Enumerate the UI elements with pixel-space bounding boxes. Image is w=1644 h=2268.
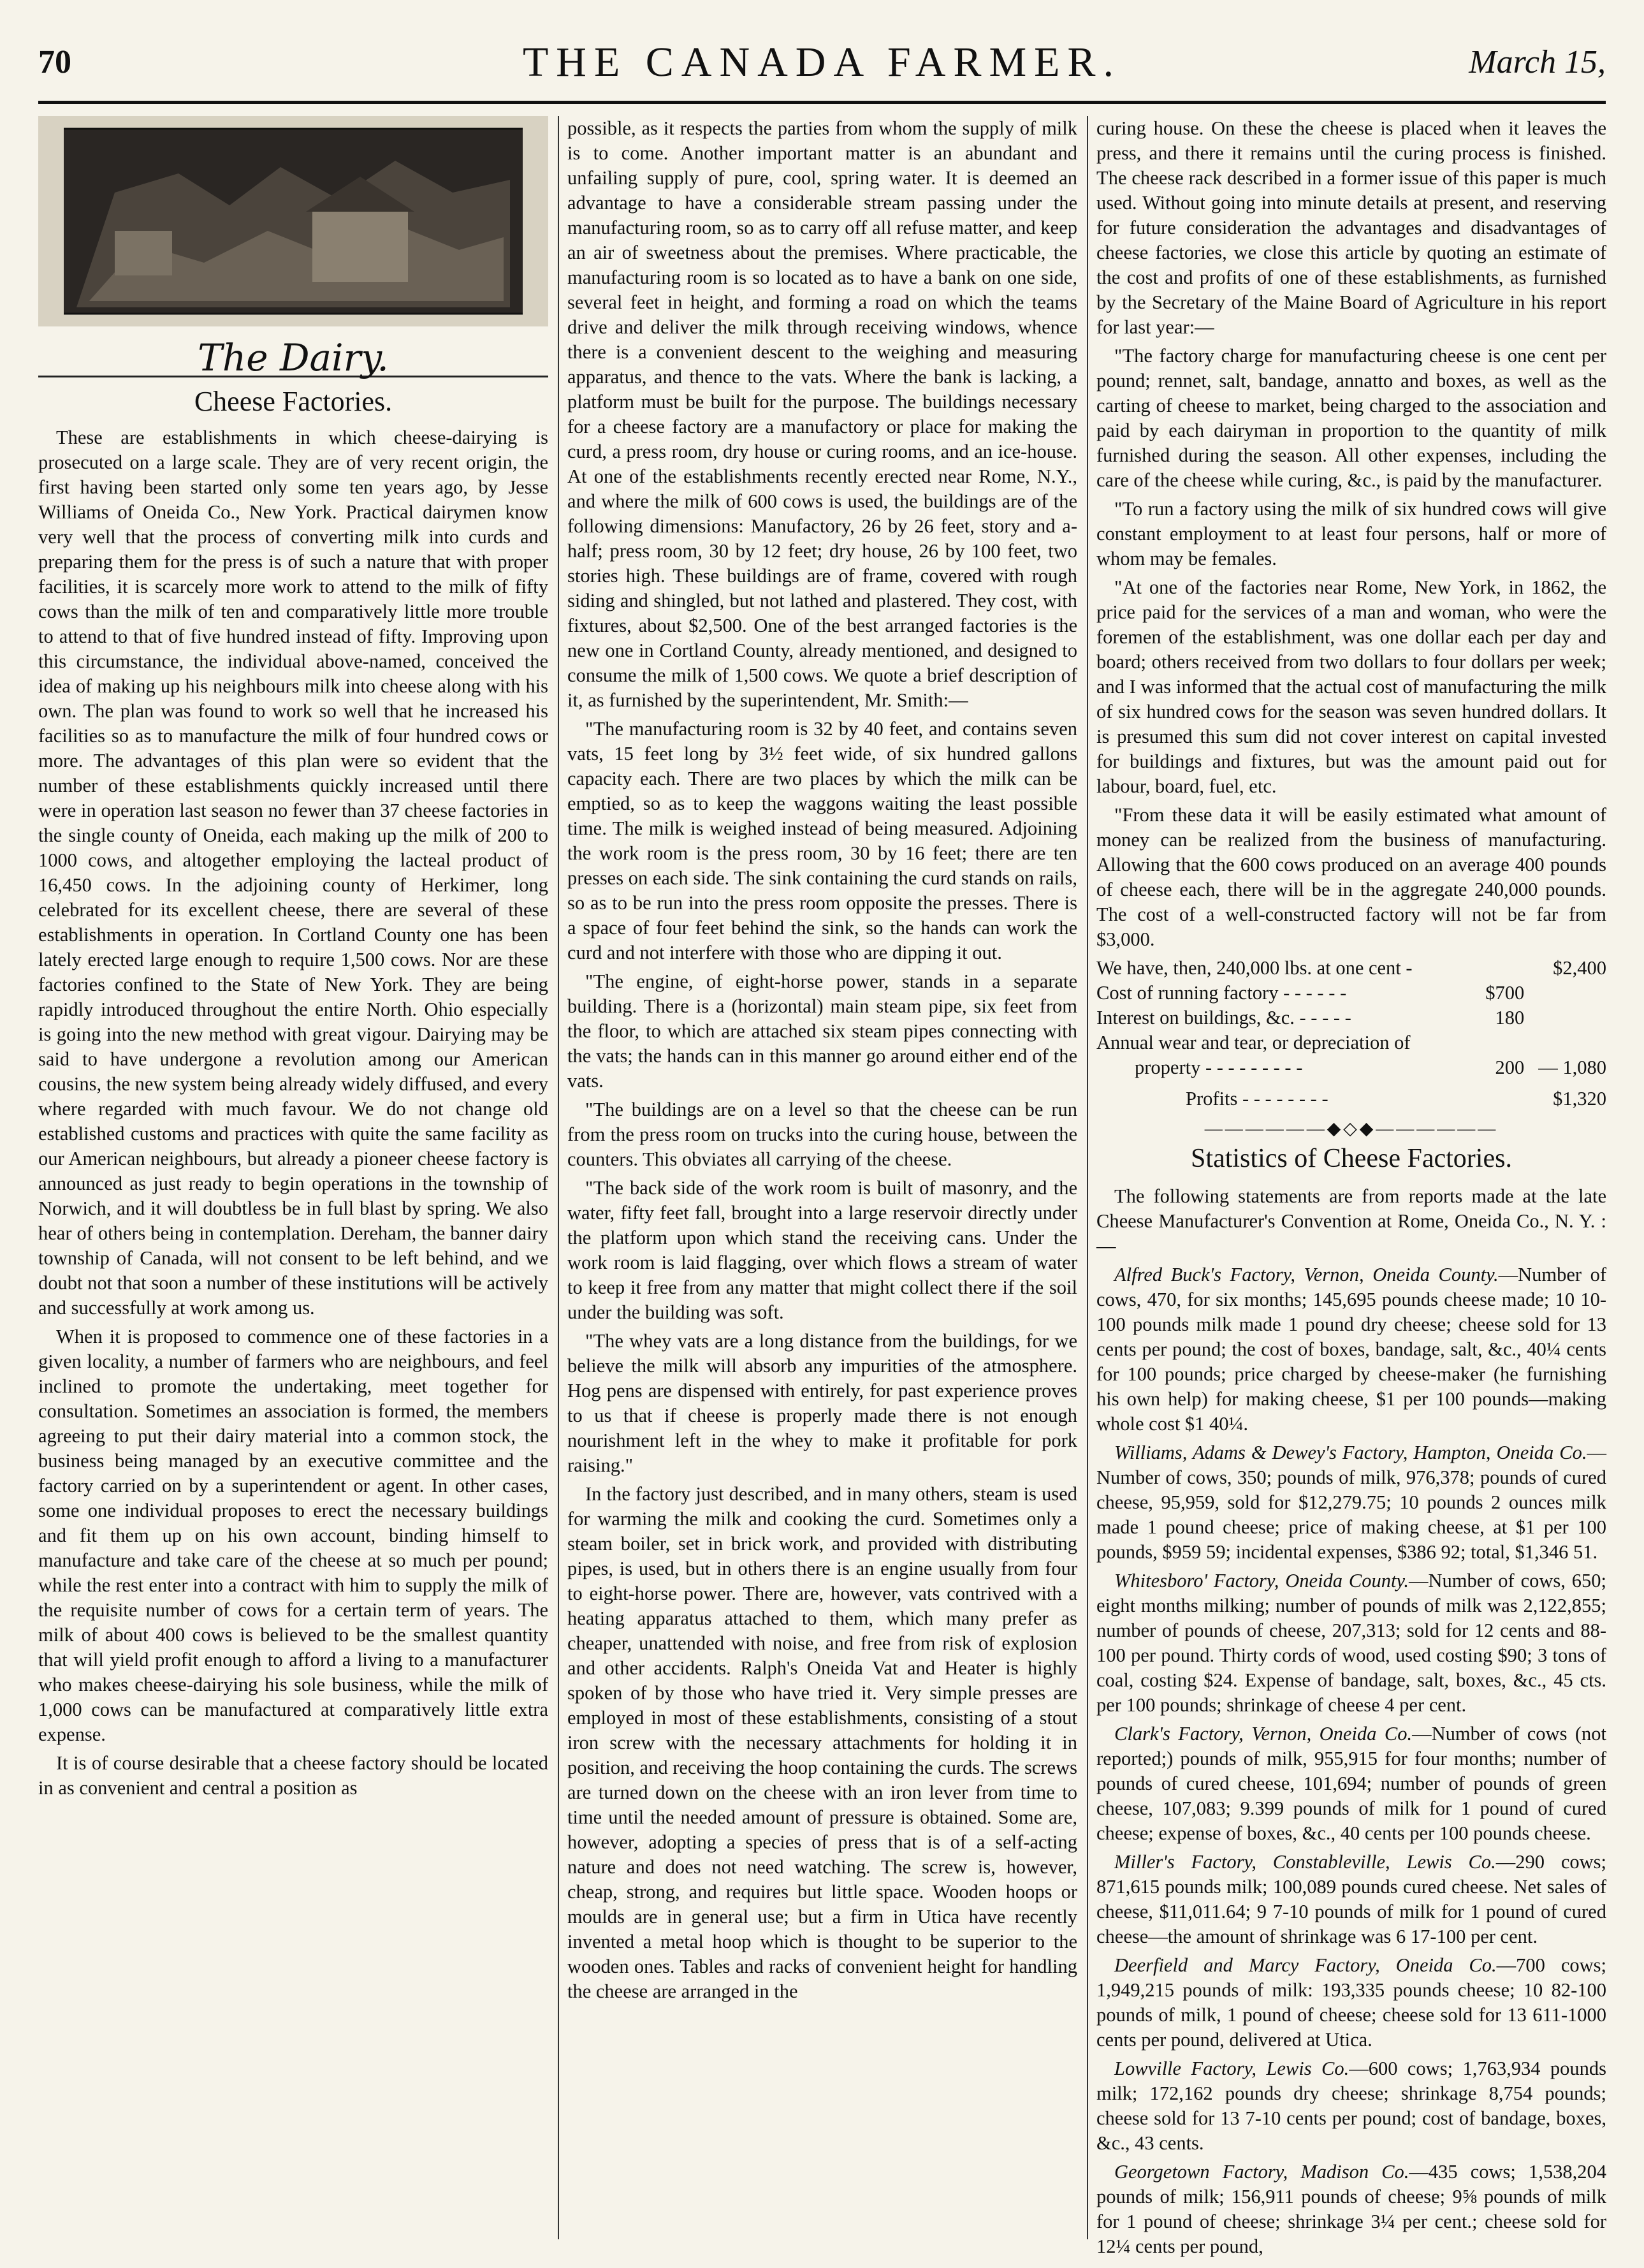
account-row — [1096, 1055, 1606, 1080]
factory-name: Miller's Factory, Constableville, Lewis Co. — [1114, 1851, 1496, 1873]
article-paragraph: It is of course desirable that a cheese factory should be located in as convenient and central a position as — [38, 1752, 548, 1799]
factory-name: Deerfield and Marcy Factory, Oneida Co. — [1114, 1954, 1497, 1976]
factory-entry — [1096, 1440, 1606, 1565]
account-amount: $700 — [1485, 982, 1525, 1004]
article-paragraph: In the factory just described, and in many others, steam is used for warming the milk and cooking the curd. Sometimes only a steam boiler, set in brick work, and provided with distributing pipes, is used, but in others there is an engine usually from four to eight-horse power. There are, however, vats contrived with a heating apparatus attached to them, which many prefer as cheaper, unattended with noise, and free from risk of explosion and other accidents. Ralph's Oneida Vat and Heater is highly spoken of by those who have tried it. Very simple presses are employed in most of these establishments, consisting of a stout iron screw with the necessary attachments for holding it in position, and receiving the hoop containing the curds. The screws are turned down on the cheese with an iron lever from time to time until the needed amount of pressure is obtained. Some are, however, adopting a species of press that is of a self-acting nature and does not need watching. The screw is, however, cheap, strong, and requires but little space. Wooden hoops or moulds are in general use; but a firm in Utica have recently invented a metal hoop which is thought to be superior to the wooden ones. Tables and racks of convenient height for handling the cheese are arranged in the — [567, 1483, 1077, 2002]
account-amount: 180 — [1495, 1007, 1525, 1028]
account-label: We have, then, 240,000 lbs. at one cent - — [1096, 957, 1413, 979]
account-label: Profits - - - - - - - - — [1186, 1088, 1328, 1109]
article-paragraph: "From these data it will be easily estimated what amount of money can be realized from the business of manufacturing. Allowing that the 600 cows produced on an average 400 pounds of cheese each, there will be in the aggregate 240,000 pounds. The cost of a well-constructed factory will not be far from $3,000. — [1096, 804, 1606, 950]
quote-paragraph: "The back side of the work room is built of masonry, and the water, fifty feet fall, brought into a large reservoir directly under the platform upon which stand the receiving cans. Under the work room is laid flagging, over which flows a stream of water to keep it free from any matter that might collect there if the soil under the building was soft. — [567, 1177, 1077, 1323]
article-paragraph: curing house. On these the cheese is placed when it leaves the press, and there it remains until the curing process is finished. The cheese rack described in a former issue of this paper is much used. Without going into minute details at present, and reserving for future consideration the advantages and disadvantages of cheese factories, we close this article by quoting an estimate of the cost and profits of one of these establishments, as furnished by the Secretary of the Maine Board of Agriculture in his report for last year:— — [1096, 117, 1606, 338]
quote-paragraph: "The buildings are on a level so that the cheese can be run from the press room on trucks into the curing house, between the counters. This obviates all carrying of the cheese. — [567, 1099, 1077, 1170]
factory-details: —600 cows; 1,763,934 pounds milk; 172,162 pounds dry cheese; shrinkage 8,754 pounds; cheese sold for 13 7-10 cents per pound; cost of bandage, boxes, &c., 43 cents. — [1096, 2058, 1607, 2154]
article-paragraph: "The factory charge for manufacturing cheese is one cent per pound; rennet, salt, bandage, annatto and boxes, as well as the carting of cheese to market, being charged to the association and paid by each dairyman in proportion to the quantity of milk furnished during the season. All other expenses, including the care of the cheese while curing, &c., is paid by the manufacturer. — [1096, 345, 1606, 491]
factory-entry — [1096, 1722, 1606, 1846]
factory-entry — [1096, 1953, 1606, 2052]
page-header — [38, 38, 1606, 102]
account-label: Cost of running factory - - - - - - — [1096, 982, 1347, 1004]
account-total: $2,400 — [1553, 957, 1606, 979]
column-1 — [38, 116, 548, 2239]
factory-entry — [1096, 2056, 1606, 2156]
quote-paragraph: "The whey vats are a long distance from the buildings, for we believe the milk will absorb any impurities of the atmosphere. Hog pens are dispensed with entirely, for past experience proves to us that if cheese is properly made there is not enough nourishment left in the whey to make it profitable for pork raising." — [567, 1330, 1077, 1476]
account-row — [1096, 956, 1606, 981]
factory-name: Lowville Factory, Lewis Co. — [1114, 2058, 1349, 2079]
article-paragraph: These are establishments in which cheese-dairying is prosecuted on a large scale. They are of very recent origin, the first having been started only some ten years ago, by Jesse Williams of Oneida Co., New York. Practical dairymen know very well that the process of converting milk into curds and preparing them for the press is of such a nature that with proper facilities, it is scarcely more work to attend to the milk of fifty cows than the milk of ten and comparatively little more trouble to attend to that of five hundred instead of fifty. Improving upon this circumstance, the individual above-named, conceived the idea of making up his neighbours milk into cheese along with his own. The plan was found to work so well that he increased his facilities so as to manufacture the milk of four hundred cows or more. The advantages of this plan were so evident that the number of these establishments quickly increased until there were in operation last season no fewer than 37 cheese factories in the single county of Oneida, each making up the milk of 200 to 1000 cows, and altogether employing the lacteal product of 16,450 cows. In the adjoining county of Herkimer, long celebrated for its excellent cheese, there are several of these establishments in operation. In Cortland County one has been lately erected large enough to require 1,500 cows. Nor are these factories confined to the State of New York. They are being rapidly introduced throughout the entire North. Ohio especially is going into the new method with great vigour. Dairying may be said to have undergone a revolution among our American cousins, the new system being already widely diffused, and every where regarded with much favour. We do not change old established customs and practices with quite the same facility as our American neighbours, but already a pioneer cheese factory is announced as just ready to begin operations in the township of Norwich, and it will doubtless be in full blast by spring. We also hear of others being in contemplation. Dereham, the banner dairy township of Canada, will not consent to be left behind, and we doubt not that soon a number of these institutions will be actively and successfully at work among us. — [38, 427, 548, 1319]
factory-name: Williams, Adams & Dewey's Factory, Hampton, Oneida Co. — [1114, 1442, 1587, 1463]
article-paragraph: "To run a factory using the milk of six hundred cows will give constant employment to at least four persons, half or more of whom may be females. — [1096, 498, 1606, 569]
account-row — [1096, 1030, 1606, 1055]
account-row — [1096, 1080, 1606, 1111]
account-row — [1096, 1006, 1606, 1030]
factory-entry — [1096, 1262, 1606, 1437]
article-paragraph: possible, as it respects the parties from whom the supply of milk is to come. Another important matter is an abundant and unfailing supply of pure, cool, spring water. It is deemed an advantage to have a considerable stream passing under the manufacturing room, so as to carry off all refuse matter, and keep an air of sweetness about the premises. Where practicable, the manufacturing room is so located as to have a bank on one side, several feet in height, and forming a road on which the teams drive and deliver the milk through receiving windows, whence there is a convenient descent to the weighing and measuring apparatus, and thence to the vats. Where the bank is lacking, a platform must be built for the purpose. The buildings necessary for a cheese factory are a manufactory or place for making the curd, a press room, dry house or curing rooms, and an ice-house. At one of the establishments recently erected near Rome, N.Y., and where the milk of 600 cows is used, the buildings are of the following dimensions: Manufactory, 26 by 26 feet, story and a-half; press room, 30 by 12 feet; dry house, 26 by 100 feet, two stories high. These buildings are of frame, covered with rough siding and shingled, but not lathed and plastered. They cost, with fixtures, about $2,500. One of the best arranged factories is the new one in Cortland County, already mentioned, and designed to consume the milk of 1,500 cows. We quote a brief description of it, as furnished by the superintendent, Mr. Smith:— — [567, 117, 1077, 711]
article-title: Cheese Factories. — [194, 386, 393, 417]
column-rule-1 — [558, 116, 559, 2239]
column-3 — [1096, 116, 1607, 2257]
account-row — [1096, 981, 1606, 1006]
account-total: $1,320 — [1553, 1088, 1606, 1109]
stats-intro: The following statements are from reports made at the late Cheese Manufacturer's Convention at Rome, Oneida Co., N. Y. :— — [1096, 1185, 1606, 1257]
factory-name: Georgetown Factory, Madison Co. — [1114, 2161, 1409, 2183]
account-label: Interest on buildings, &c. - - - - - — [1096, 1007, 1351, 1028]
account-total: — 1,080 — [1538, 1057, 1606, 1078]
factory-details: —700 cows; 1,949,215 pounds of milk: 193,335 pounds cheese; 10 82-100 pounds of milk, 1 pound of cheese; cheese sold for 13 611-1000 cents per pound, delivered at Utica. — [1096, 1954, 1606, 2051]
factory-name: Alfred Buck's Factory, Vernon, Oneida County. — [1114, 1264, 1499, 1285]
header-rule — [38, 101, 1606, 104]
page-number: 70 — [38, 44, 71, 80]
superintendent-quote — [567, 717, 1077, 1478]
quote-paragraph: "The engine, of eight-horse power, stands in a separate building. There is a (horizontal) main steam pipe, six feet from the floor, to which are attached six steam pipes connecting with the vats; the hands can in this manner go around either end of the vats. — [567, 970, 1077, 1092]
factory-entry — [1096, 1569, 1606, 1718]
factory-details: —Number of cows, 650; eight months milking; number of pounds of milk was 2,122,855; number of pounds of cheese, 207,313; sold for 12 cents and 88-100 per pound. Thirty cords of wood, used costing $90; 3 tons of coal, costing $24. Expense of bandage, salt, boxes, &c., 45 cts. per 100 pounds; shrinkage of cheese 4 per cent. — [1096, 1570, 1606, 1716]
masthead: THE CANADA FARMER. — [522, 39, 1121, 85]
article-paragraph: "At one of the factories near Rome, New York, in 1862, the price paid for the services of a man and woman, who were the foremen of the establishment, was one dollar each per day and board; others received from two dollars to four dollars per week; and I was informed that the actual cost of manufacturing the milk of six hundred cows for the season was seven hundred dollars. It is presumed this sum did not cover interest on capital invested for buildings and fixtures, but was the amount paid out for labour, board, fuel, etc. — [1096, 576, 1606, 797]
column-rule-2 — [1087, 116, 1088, 2239]
section-ornament: ——————◆◇◆—————— — [1204, 1119, 1499, 1139]
factory-details: —Number of cows (not reported;) pounds of milk, 955,915 for four months; number of pounds of cured cheese, 101,694; number of pounds of green cheese, 107,083; 9.399 pounds of milk for 1 pound of cured cheese; expense of boxes, &c., 40 cents per 100 pounds cheese. — [1096, 1723, 1606, 1844]
factory-entry — [1096, 1850, 1606, 1949]
cost-profit-account — [1096, 956, 1606, 1111]
department-heading: The Dairy. — [198, 336, 389, 379]
account-amount: 200 — [1495, 1057, 1525, 1078]
factory-details: —Number of cows, 350; pounds of milk, 976,378; pounds of cured cheese, 95,959, sold for $12,279.75; 10 pounds 2 ounces milk made 1 pound cheese; price of making cheese, at $1 per 100 pounds, $959 59; incidental expenses, $386 92; total, $1,346 51. — [1096, 1442, 1606, 1563]
account-label: property - - - - - - - - - — [1135, 1057, 1303, 1078]
factory-details: —Number of cows, 470, for six months; 145,695 pounds cheese made; 10 10-100 pounds milk made 1 pound dry cheese; cheese sold for 13 cents per pound; the cost of boxes, bandage, salt, &c., 40¼ cents for 100 pounds; price charged by cheese-maker (he furnishing his own help) for making cheese, $1 per 100 pounds—making whole cost $1 40¼. — [1096, 1264, 1606, 1435]
factory-details: —290 cows; 871,615 pounds milk; 100,089 pounds cured cheese. Net sales of cheese, $11,011.64; 9 7-10 pounds of milk for 1 pound of cured cheese—the amount of shrinkage was 6 17-100 per cent. — [1096, 1851, 1606, 1947]
issue-date: March 15, — [1469, 44, 1606, 80]
column-2 — [567, 116, 1077, 2239]
dairy-engraving-illustration — [38, 116, 548, 326]
factory-name: Clark's Factory, Vernon, Oneida Co. — [1114, 1723, 1413, 1745]
factory-details: —435 cows; 1,538,204 pounds of milk; 156,911 pounds of cheese; 9⅝ pounds of milk for 1 pound of cheese; shrinkage 3¼ per cent.; cheese sold for 12¼ cents per pound, — [1096, 2161, 1606, 2257]
article-paragraph: When it is proposed to commence one of these factories in a given locality, a number of farmers who are neighbours, and feel inclined to promote the undertaking, meet together for consultation. Sometimes an association is formed, the members agreeing to put their dairy material into a common stock, the business being managed by an executive committee and the factory carried on by a superintendent or agent. In other cases, some one individual proposes to erect the necessary buildings and fit them up on his own account, binding himself to manufacture and take care of the cheese at so much per pound; while the rest enter into a contract with him to supply the milk of the requisite number of cows for a certain term of years. The milk of about 400 cows is believed to be the smallest quantity that will yield profit enough to afford a living to a manufacturer who makes cheese-dairying his sole business, while the milk of 1,000 cows can be manufactured at comparatively little extra expense. — [38, 1326, 548, 1745]
quote-paragraph: "The manufacturing room is 32 by 40 feet, and contains seven vats, 15 feet long by 3½ feet wide, of six hundred gallons capacity each. There are two places by which the milk can be emptied, so as to keep the waggons waiting the least possible time. The milk is weighed instead of being measured. Adjoining the work room is the press room, 30 by 16 feet; there are ten presses on each side. The sink containing the curd stands on rails, so as to be run into the press room opposite the presses. There is a space of four feet behind the sink, so the hands can work the curd and not interfere with those who are dipping it out. — [567, 718, 1077, 963]
stats-title: Statistics of Cheese Factories. — [1191, 1144, 1512, 1173]
factory-name: Whitesboro' Factory, Oneida County. — [1114, 1570, 1409, 1591]
account-label: Annual wear and tear, or depreciation of — [1096, 1032, 1411, 1053]
factory-entry — [1096, 2160, 1606, 2259]
